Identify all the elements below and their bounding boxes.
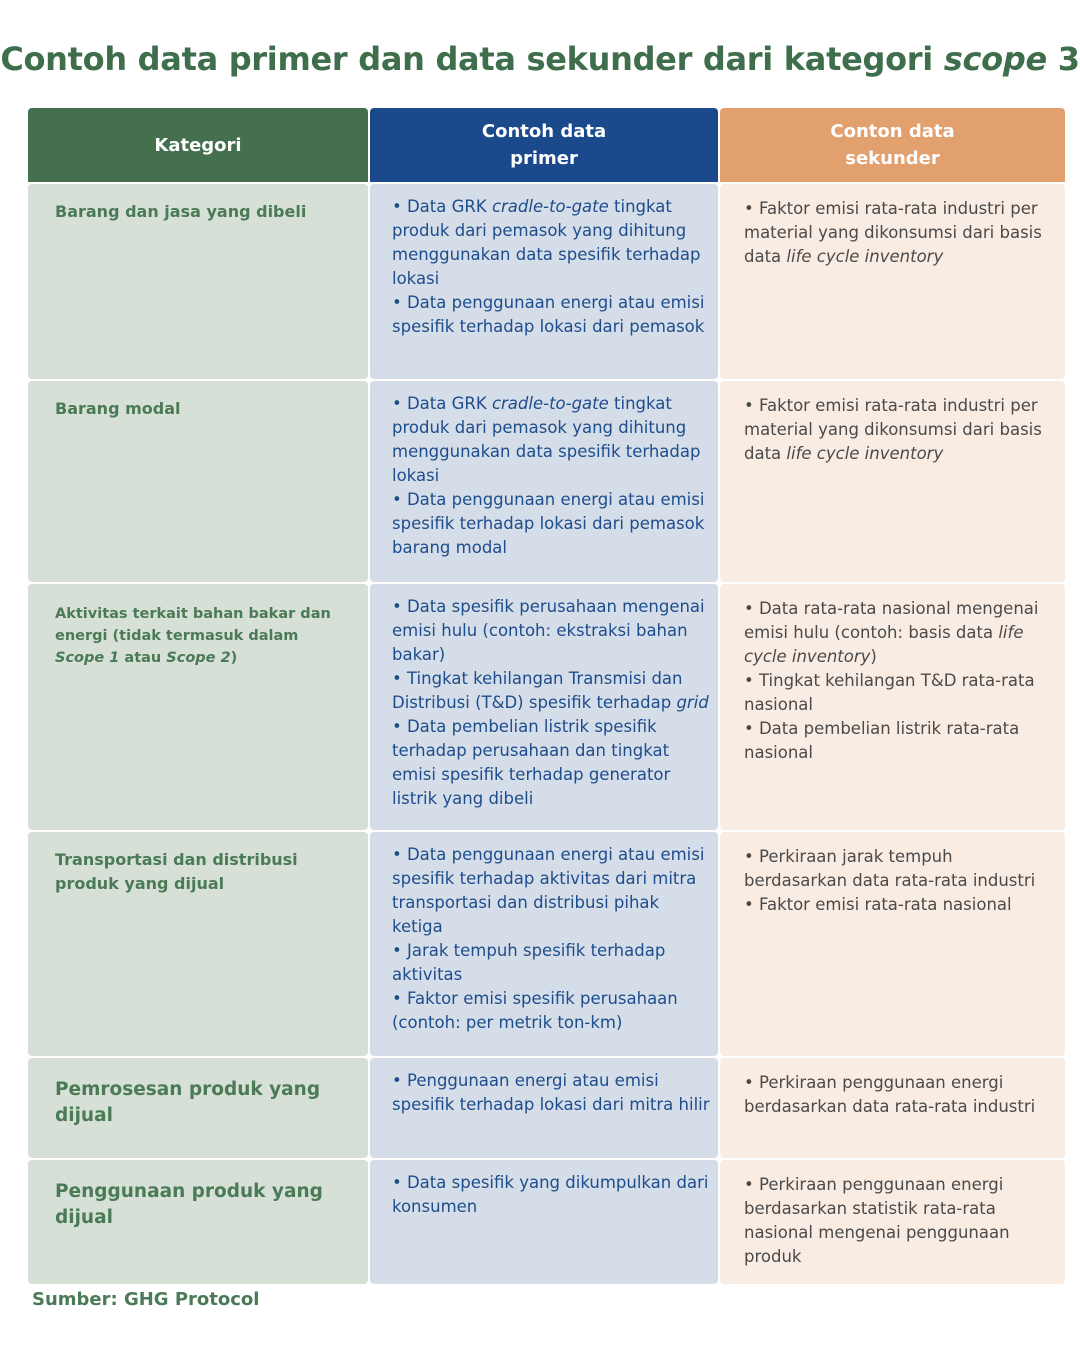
primer-cell-4 <box>370 832 718 1056</box>
page-title <box>0 40 1080 78</box>
kategori-cell-5: Pemrosesan produk yang dijual <box>28 1058 368 1158</box>
primer-cell-1 <box>370 184 718 379</box>
kategori-3-text-b: atau <box>119 650 167 666</box>
title-text: Contoh data primer dan data sekunder dari kategori <box>0 40 944 78</box>
bullet-item <box>392 843 710 939</box>
bullet-italic-text: cradle-to-gate <box>491 394 609 413</box>
bullet-text: • Jarak tempuh spesifik terhadap aktivitas <box>392 941 666 984</box>
bullet-item <box>392 392 710 488</box>
bullet-item <box>744 717 1051 765</box>
bullet-text: • Perkiraan penggunaan energi berdasarkan statistik rata-rata nasional mengenai penggunaan produk <box>744 1175 1010 1266</box>
bullet-text: • Data GRK <box>392 394 492 413</box>
bullet-italic-text: life cycle inventory <box>786 247 944 266</box>
kategori-cell-1: Barang dan jasa yang dibeli <box>28 184 368 379</box>
bullet-text: • Data penggunaan energi atau emisi spesifik terhadap aktivitas dari mitra transportasi dan distribusi pihak ketiga <box>392 845 705 936</box>
header-kategori: Kategori <box>28 108 368 182</box>
sekunder-cell-3 <box>720 584 1065 830</box>
primer-cell-2 <box>370 381 718 582</box>
bullet-item <box>744 1071 1051 1119</box>
bullet-item <box>392 291 710 339</box>
kategori-3-scope1: Scope 1 <box>55 650 120 666</box>
sekunder-cell-5 <box>720 1058 1065 1158</box>
bullet-text: • Perkiraan penggunaan energi berdasarkan data rata-rata industri <box>744 1073 1036 1116</box>
sekunder-cell-4 <box>720 832 1065 1056</box>
bullet-italic-text: grid <box>676 693 709 712</box>
title-suffix: 3 <box>1046 40 1080 78</box>
bullet-text: • Tingkat kehilangan Transmisi dan Distribusi (T&D) spesifik terhadap <box>392 669 683 712</box>
bullet-text: • Data penggunaan energi atau emisi spesifik terhadap lokasi dari pemasok <box>392 293 705 336</box>
bullet-item <box>392 195 710 291</box>
primer-cell-3 <box>370 584 718 830</box>
bullet-text: tingkat produk dari pemasok yang dihitung menggunakan data spesifik terhadap lokasi <box>392 197 701 288</box>
bullet-text: • Faktor emisi rata-rata industri per material yang dikonsumsi dari basis data <box>744 199 1042 266</box>
primer-cell-5 <box>370 1058 718 1158</box>
bullet-text: tingkat produk dari pemasok yang dihitung menggunakan data spesifik terhadap lokasi <box>392 394 701 485</box>
bullet-item <box>744 197 1051 269</box>
bullet-item <box>392 595 710 667</box>
bullet-item <box>392 667 710 715</box>
header-primer <box>370 108 718 182</box>
kategori-cell-6: Penggunaan produk yang dijual <box>28 1160 368 1284</box>
bullet-text: • Data spesifik yang dikumpulkan dari konsumen <box>392 1173 709 1216</box>
sekunder-cell-1 <box>720 184 1065 379</box>
bullet-italic-text: life cycle inventory <box>786 444 944 463</box>
bullet-italic-text: life cycle inventory <box>744 623 1024 666</box>
bullet-item <box>744 893 1051 917</box>
bullet-item <box>392 715 710 811</box>
kategori-3-text-a: Aktivitas terkait bahan bakar dan energi (tidak termasuk dalam <box>55 606 331 644</box>
bullet-text: • Perkiraan jarak tempuh berdasarkan data rata-rata industri <box>744 847 1036 890</box>
bullet-item <box>392 1171 710 1219</box>
header-primer-label: Contoh data primer <box>481 121 607 169</box>
bullet-text: • Data penggunaan energi atau emisi spesifik terhadap lokasi dari pemasok barang modal <box>392 490 705 557</box>
bullet-item <box>744 597 1051 669</box>
bullet-text: • Tingkat kehilangan T&D rata-rata nasional <box>744 671 1035 714</box>
source-note: Sumber: GHG Protocol <box>32 1289 260 1310</box>
sekunder-cell-2 <box>720 381 1065 582</box>
bullet-item <box>392 488 710 560</box>
sekunder-cell-6 <box>720 1160 1065 1284</box>
bullet-text: • Faktor emisi rata-rata industri per material yang dikonsumsi dari basis data <box>744 396 1042 463</box>
kategori-3-scope2: Scope 2 <box>166 650 231 666</box>
bullet-item <box>744 845 1051 893</box>
bullet-text: • Data rata-rata nasional mengenai emisi hulu (contoh: basis data <box>744 599 1039 642</box>
bullet-item <box>744 669 1051 717</box>
bullet-text: ) <box>870 647 877 666</box>
bullet-text: • Faktor emisi spesifik perusahaan (contoh: per metrik ton-km) <box>392 989 678 1032</box>
bullet-text: • Data GRK <box>392 197 492 216</box>
bullet-text: • Data spesifik perusahaan mengenai emisi hulu (contoh: ekstraksi bahan bakar) <box>392 597 705 664</box>
bullet-italic-text: cradle-to-gate <box>491 197 609 216</box>
title-italic: scope <box>943 40 1047 78</box>
header-sekunder <box>720 108 1065 182</box>
bullet-item <box>392 987 710 1035</box>
bullet-text: • Data pembelian listrik spesifik terhadap perusahaan dan tingkat emisi spesifik terhadap generator listrik yang dibeli <box>392 717 671 808</box>
kategori-cell-4: Transportasi dan distribusi produk yang dijual <box>28 832 368 1056</box>
kategori-3-text-c: ) <box>230 650 238 666</box>
kategori-cell-3 <box>28 584 368 830</box>
bullet-item <box>744 1173 1051 1269</box>
bullet-item <box>392 939 710 987</box>
header-sekunder-label: Conton data sekunder <box>830 121 955 169</box>
kategori-cell-2: Barang modal <box>28 381 368 582</box>
bullet-text: • Penggunaan energi atau emisi spesifik terhadap lokasi dari mitra hilir <box>392 1071 710 1114</box>
bullet-text: • Data pembelian listrik rata-rata nasional <box>744 719 1020 762</box>
bullet-item <box>392 1069 710 1117</box>
bullet-item <box>744 394 1051 466</box>
comparison-table <box>28 108 1065 1284</box>
bullet-text: • Faktor emisi rata-rata nasional <box>744 895 1012 914</box>
primer-cell-6 <box>370 1160 718 1284</box>
